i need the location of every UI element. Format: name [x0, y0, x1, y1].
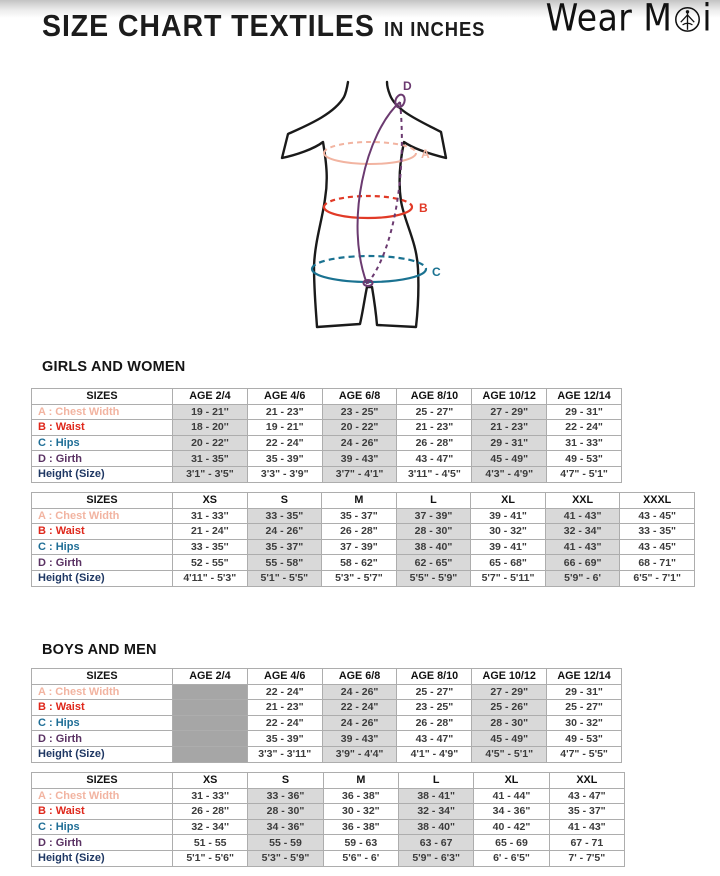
size-value-cell: 36 - 38"	[323, 819, 398, 835]
size-value-cell: 26 - 28''	[173, 804, 248, 820]
sizes-column-header: SIZES	[32, 389, 173, 405]
size-value-cell: 25 - 27"	[547, 700, 622, 716]
size-column-header: XS	[173, 773, 248, 789]
measurement-row-label: B : Waist	[32, 804, 173, 820]
size-column-header: AGE 4/6	[247, 669, 322, 685]
size-value-cell: 38 - 40"	[398, 819, 473, 835]
size-value-cell: 27 - 29"	[472, 684, 547, 700]
size-value-cell: 39 - 41"	[471, 508, 546, 524]
size-column-header: AGE 2/4	[173, 389, 248, 405]
body-measurement-diagram	[248, 80, 480, 352]
size-value-cell: 19 - 21''	[173, 404, 248, 420]
section-heading-boys-and-men: BOYS AND MEN	[42, 642, 157, 658]
size-value-cell: 33 - 36"	[248, 788, 323, 804]
size-value-cell: 37 - 39"	[322, 539, 397, 555]
size-value-cell: 35 - 37"	[247, 539, 322, 555]
label-d: D	[403, 80, 412, 93]
size-value-cell: 28 - 30"	[396, 524, 471, 540]
size-value-cell: 41 - 43"	[549, 819, 624, 835]
measurement-row-label: D : Girth	[32, 555, 173, 571]
size-value-cell: 24 - 26"	[322, 435, 397, 451]
size-value-cell: 23 - 25"	[397, 700, 472, 716]
size-value-cell: 67 - 71	[549, 835, 624, 851]
size-value-cell: 3'1" - 3'5"	[173, 466, 248, 482]
size-column-header: S	[247, 493, 322, 509]
size-value-cell: 3'11" - 4'5"	[397, 466, 472, 482]
size-value-cell: 3'7" - 4'1"	[322, 466, 397, 482]
boys-men-age-size-table	[31, 668, 622, 763]
measurement-row-label: C : Hips	[32, 435, 173, 451]
size-value-cell	[173, 746, 248, 762]
size-column-header: S	[248, 773, 323, 789]
measurement-row-label: B : Waist	[32, 700, 173, 716]
label-b: B	[419, 201, 428, 215]
size-value-cell: 62 - 65"	[396, 555, 471, 571]
size-value-cell: 5'3" - 5'7"	[322, 570, 397, 586]
size-value-cell	[173, 684, 248, 700]
size-value-cell: 29 - 31"	[547, 684, 622, 700]
size-column-header: M	[322, 493, 397, 509]
size-value-cell: 25 - 27"	[397, 404, 472, 420]
size-column-header: AGE 4/6	[247, 389, 322, 405]
size-value-cell: 6' - 6'5"	[474, 850, 549, 866]
measurement-row-label: D : Girth	[32, 731, 173, 747]
size-column-header: XL	[474, 773, 549, 789]
size-value-cell: 51 - 55	[173, 835, 248, 851]
size-value-cell: 33 - 35"	[247, 508, 322, 524]
size-value-cell: 30 - 32"	[323, 804, 398, 820]
page-title: SIZE CHART TEXTILES	[42, 8, 375, 43]
girls-women-age-size-table	[31, 388, 622, 483]
measurement-row-label: A : Chest Width	[32, 788, 173, 804]
measurement-row-label: Height (Size)	[32, 850, 173, 866]
size-value-cell: 3'3" - 3'9"	[247, 466, 322, 482]
size-value-cell: 20 - 22''	[173, 435, 248, 451]
size-value-cell: 36 - 38"	[323, 788, 398, 804]
size-value-cell: 22 - 24"	[247, 435, 322, 451]
size-value-cell: 5'9" - 6'	[545, 570, 620, 586]
size-value-cell: 26 - 28"	[322, 524, 397, 540]
boys-men-letter-size-table	[31, 772, 625, 867]
size-column-header: XL	[471, 493, 546, 509]
size-value-cell: 39 - 43"	[322, 731, 397, 747]
size-value-cell: 43 - 45"	[620, 539, 695, 555]
size-value-cell: 35 - 39"	[247, 731, 322, 747]
size-value-cell: 55 - 58"	[247, 555, 322, 571]
size-value-cell: 32 - 34"	[398, 804, 473, 820]
size-value-cell: 3'3" - 3'11"	[247, 746, 322, 762]
measurement-row-label: Height (Size)	[32, 570, 173, 586]
size-value-cell: 35 - 37"	[549, 804, 624, 820]
measurement-row-label: Height (Size)	[32, 466, 173, 482]
size-value-cell	[173, 700, 248, 716]
size-value-cell: 6'5" - 7'1"	[620, 570, 695, 586]
size-value-cell: 26 - 28"	[397, 435, 472, 451]
size-value-cell: 26 - 28"	[397, 715, 472, 731]
size-value-cell: 32 - 34''	[173, 819, 248, 835]
girls-women-letter-size-table	[31, 492, 695, 587]
size-column-header: AGE 6/8	[322, 669, 397, 685]
label-c: C	[432, 265, 441, 279]
size-value-cell: 31 - 33''	[173, 788, 248, 804]
page-subtitle: IN INCHES	[384, 19, 486, 41]
size-value-cell: 4'5" - 5'1"	[472, 746, 547, 762]
size-value-cell: 28 - 30"	[248, 804, 323, 820]
measurement-row-label: Height (Size)	[32, 746, 173, 762]
size-value-cell: 22 - 24"	[247, 715, 322, 731]
size-value-cell: 29 - 31"	[472, 435, 547, 451]
size-value-cell: 39 - 43"	[322, 451, 397, 467]
size-value-cell: 43 - 47"	[549, 788, 624, 804]
size-value-cell: 22 - 24"	[547, 420, 622, 436]
size-value-cell: 5'9" - 6'3"	[398, 850, 473, 866]
size-column-header: AGE 8/10	[397, 669, 472, 685]
size-value-cell: 30 - 32"	[547, 715, 622, 731]
size-value-cell: 68 - 71"	[620, 555, 695, 571]
size-column-header: AGE 12/14	[547, 389, 622, 405]
size-value-cell: 21 - 23"	[247, 404, 322, 420]
hips-ellipse	[312, 256, 426, 282]
size-value-cell: 21 - 23"	[397, 420, 472, 436]
size-value-cell: 37 - 39"	[396, 508, 471, 524]
measurement-row-label: B : Waist	[32, 524, 173, 540]
size-value-cell: 38 - 41"	[398, 788, 473, 804]
size-value-cell: 38 - 40"	[396, 539, 471, 555]
size-value-cell: 58 - 62"	[322, 555, 397, 571]
size-value-cell: 66 - 69"	[545, 555, 620, 571]
size-value-cell: 22 - 24"	[247, 684, 322, 700]
size-column-header: AGE 12/14	[547, 669, 622, 685]
size-value-cell: 43 - 47"	[397, 731, 472, 747]
size-column-header: AGE 2/4	[173, 669, 248, 685]
logo-text-right: i	[702, 0, 712, 40]
wear-moi-logo	[545, 0, 712, 40]
size-column-header: XS	[173, 493, 248, 509]
size-value-cell: 19 - 21"	[247, 420, 322, 436]
measurement-row-label: B : Waist	[32, 420, 173, 436]
size-value-cell: 30 - 32"	[471, 524, 546, 540]
sizes-column-header: SIZES	[32, 669, 173, 685]
size-value-cell: 5'7" - 5'11"	[471, 570, 546, 586]
size-value-cell: 25 - 26"	[472, 700, 547, 716]
size-value-cell: 41 - 43"	[545, 508, 620, 524]
size-value-cell: 63 - 67	[398, 835, 473, 851]
size-value-cell: 5'1" - 5'5"	[247, 570, 322, 586]
size-value-cell: 49 - 53"	[547, 731, 622, 747]
size-value-cell: 21 - 23"	[247, 700, 322, 716]
size-value-cell: 28 - 30"	[472, 715, 547, 731]
size-value-cell: 59 - 63	[323, 835, 398, 851]
size-value-cell: 31 - 33''	[173, 508, 248, 524]
measurement-row-label: A : Chest Width	[32, 404, 173, 420]
size-column-header: AGE 8/10	[397, 389, 472, 405]
size-value-cell: 52 - 55"	[173, 555, 248, 571]
size-value-cell: 41 - 44"	[474, 788, 549, 804]
size-value-cell: 45 - 49"	[472, 451, 547, 467]
size-value-cell: 4'7" - 5'5"	[547, 746, 622, 762]
size-value-cell: 29 - 31"	[547, 404, 622, 420]
size-value-cell: 24 - 26"	[322, 684, 397, 700]
size-value-cell: 24 - 26"	[247, 524, 322, 540]
size-column-header: M	[323, 773, 398, 789]
size-value-cell	[173, 715, 248, 731]
size-value-cell: 35 - 39"	[247, 451, 322, 467]
size-value-cell: 4'7" - 5'1"	[547, 466, 622, 482]
measurement-row-label: A : Chest Width	[32, 508, 173, 524]
sizes-column-header: SIZES	[32, 773, 173, 789]
size-value-cell: 31 - 35"	[173, 451, 248, 467]
size-value-cell: 20 - 22"	[322, 420, 397, 436]
size-value-cell: 49 - 53"	[547, 451, 622, 467]
size-column-header: AGE 10/12	[472, 389, 547, 405]
size-value-cell: 21 - 23"	[472, 420, 547, 436]
size-value-cell: 39 - 41"	[471, 539, 546, 555]
size-value-cell: 21 - 24''	[173, 524, 248, 540]
size-column-header: L	[398, 773, 473, 789]
size-value-cell: 55 - 59	[248, 835, 323, 851]
measurement-row-label: D : Girth	[32, 451, 173, 467]
size-value-cell: 5'6" - 6'	[323, 850, 398, 866]
size-value-cell: 5'5" - 5'9"	[396, 570, 471, 586]
size-value-cell: 22 - 24"	[322, 700, 397, 716]
size-value-cell: 43 - 45"	[620, 508, 695, 524]
size-value-cell: 18 - 20''	[173, 420, 248, 436]
size-value-cell: 5'1" - 5'6"	[173, 850, 248, 866]
size-value-cell: 4'11" - 5'3"	[173, 570, 248, 586]
size-column-header: XXL	[545, 493, 620, 509]
size-value-cell: 33 - 35''	[173, 539, 248, 555]
page-title-block	[42, 8, 485, 44]
size-value-cell: 33 - 35"	[620, 524, 695, 540]
size-value-cell: 35 - 37"	[322, 508, 397, 524]
size-value-cell: 7' - 7'5"	[549, 850, 624, 866]
sizes-column-header: SIZES	[32, 493, 173, 509]
label-a: A	[421, 147, 430, 161]
size-column-header: XXXL	[620, 493, 695, 509]
size-column-header: AGE 10/12	[472, 669, 547, 685]
size-value-cell: 4'1" - 4'9"	[397, 746, 472, 762]
size-value-cell: 25 - 27"	[397, 684, 472, 700]
waist-ellipse	[324, 196, 412, 218]
measurement-row-label: C : Hips	[32, 715, 173, 731]
size-value-cell: 4'3" - 4'9"	[472, 466, 547, 482]
size-value-cell: 65 - 69	[474, 835, 549, 851]
size-value-cell	[173, 731, 248, 747]
size-value-cell: 23 - 25"	[322, 404, 397, 420]
measurement-row-label: C : Hips	[32, 539, 173, 555]
size-value-cell: 43 - 47"	[397, 451, 472, 467]
size-value-cell: 5'3" - 5'9"	[248, 850, 323, 866]
size-value-cell: 32 - 34"	[545, 524, 620, 540]
size-column-header: XXL	[549, 773, 624, 789]
size-value-cell: 34 - 36"	[474, 804, 549, 820]
size-value-cell: 31 - 33"	[547, 435, 622, 451]
measurement-row-label: C : Hips	[32, 819, 173, 835]
size-value-cell: 65 - 68"	[471, 555, 546, 571]
size-value-cell: 40 - 42"	[474, 819, 549, 835]
size-value-cell: 24 - 26"	[322, 715, 397, 731]
size-column-header: AGE 6/8	[322, 389, 397, 405]
size-value-cell: 41 - 43"	[545, 539, 620, 555]
measurement-row-label: A : Chest Width	[32, 684, 173, 700]
size-column-header: L	[396, 493, 471, 509]
section-heading-girls-and-women: GIRLS AND WOMEN	[42, 359, 186, 375]
measurement-row-label: D : Girth	[32, 835, 173, 851]
size-value-cell: 27 - 29"	[472, 404, 547, 420]
logo-text-left: Wear M	[545, 0, 673, 40]
size-value-cell: 34 - 36"	[248, 819, 323, 835]
size-value-cell: 45 - 49"	[472, 731, 547, 747]
size-value-cell: 3'9" - 4'4"	[322, 746, 397, 762]
dancer-circle-icon	[674, 4, 701, 34]
